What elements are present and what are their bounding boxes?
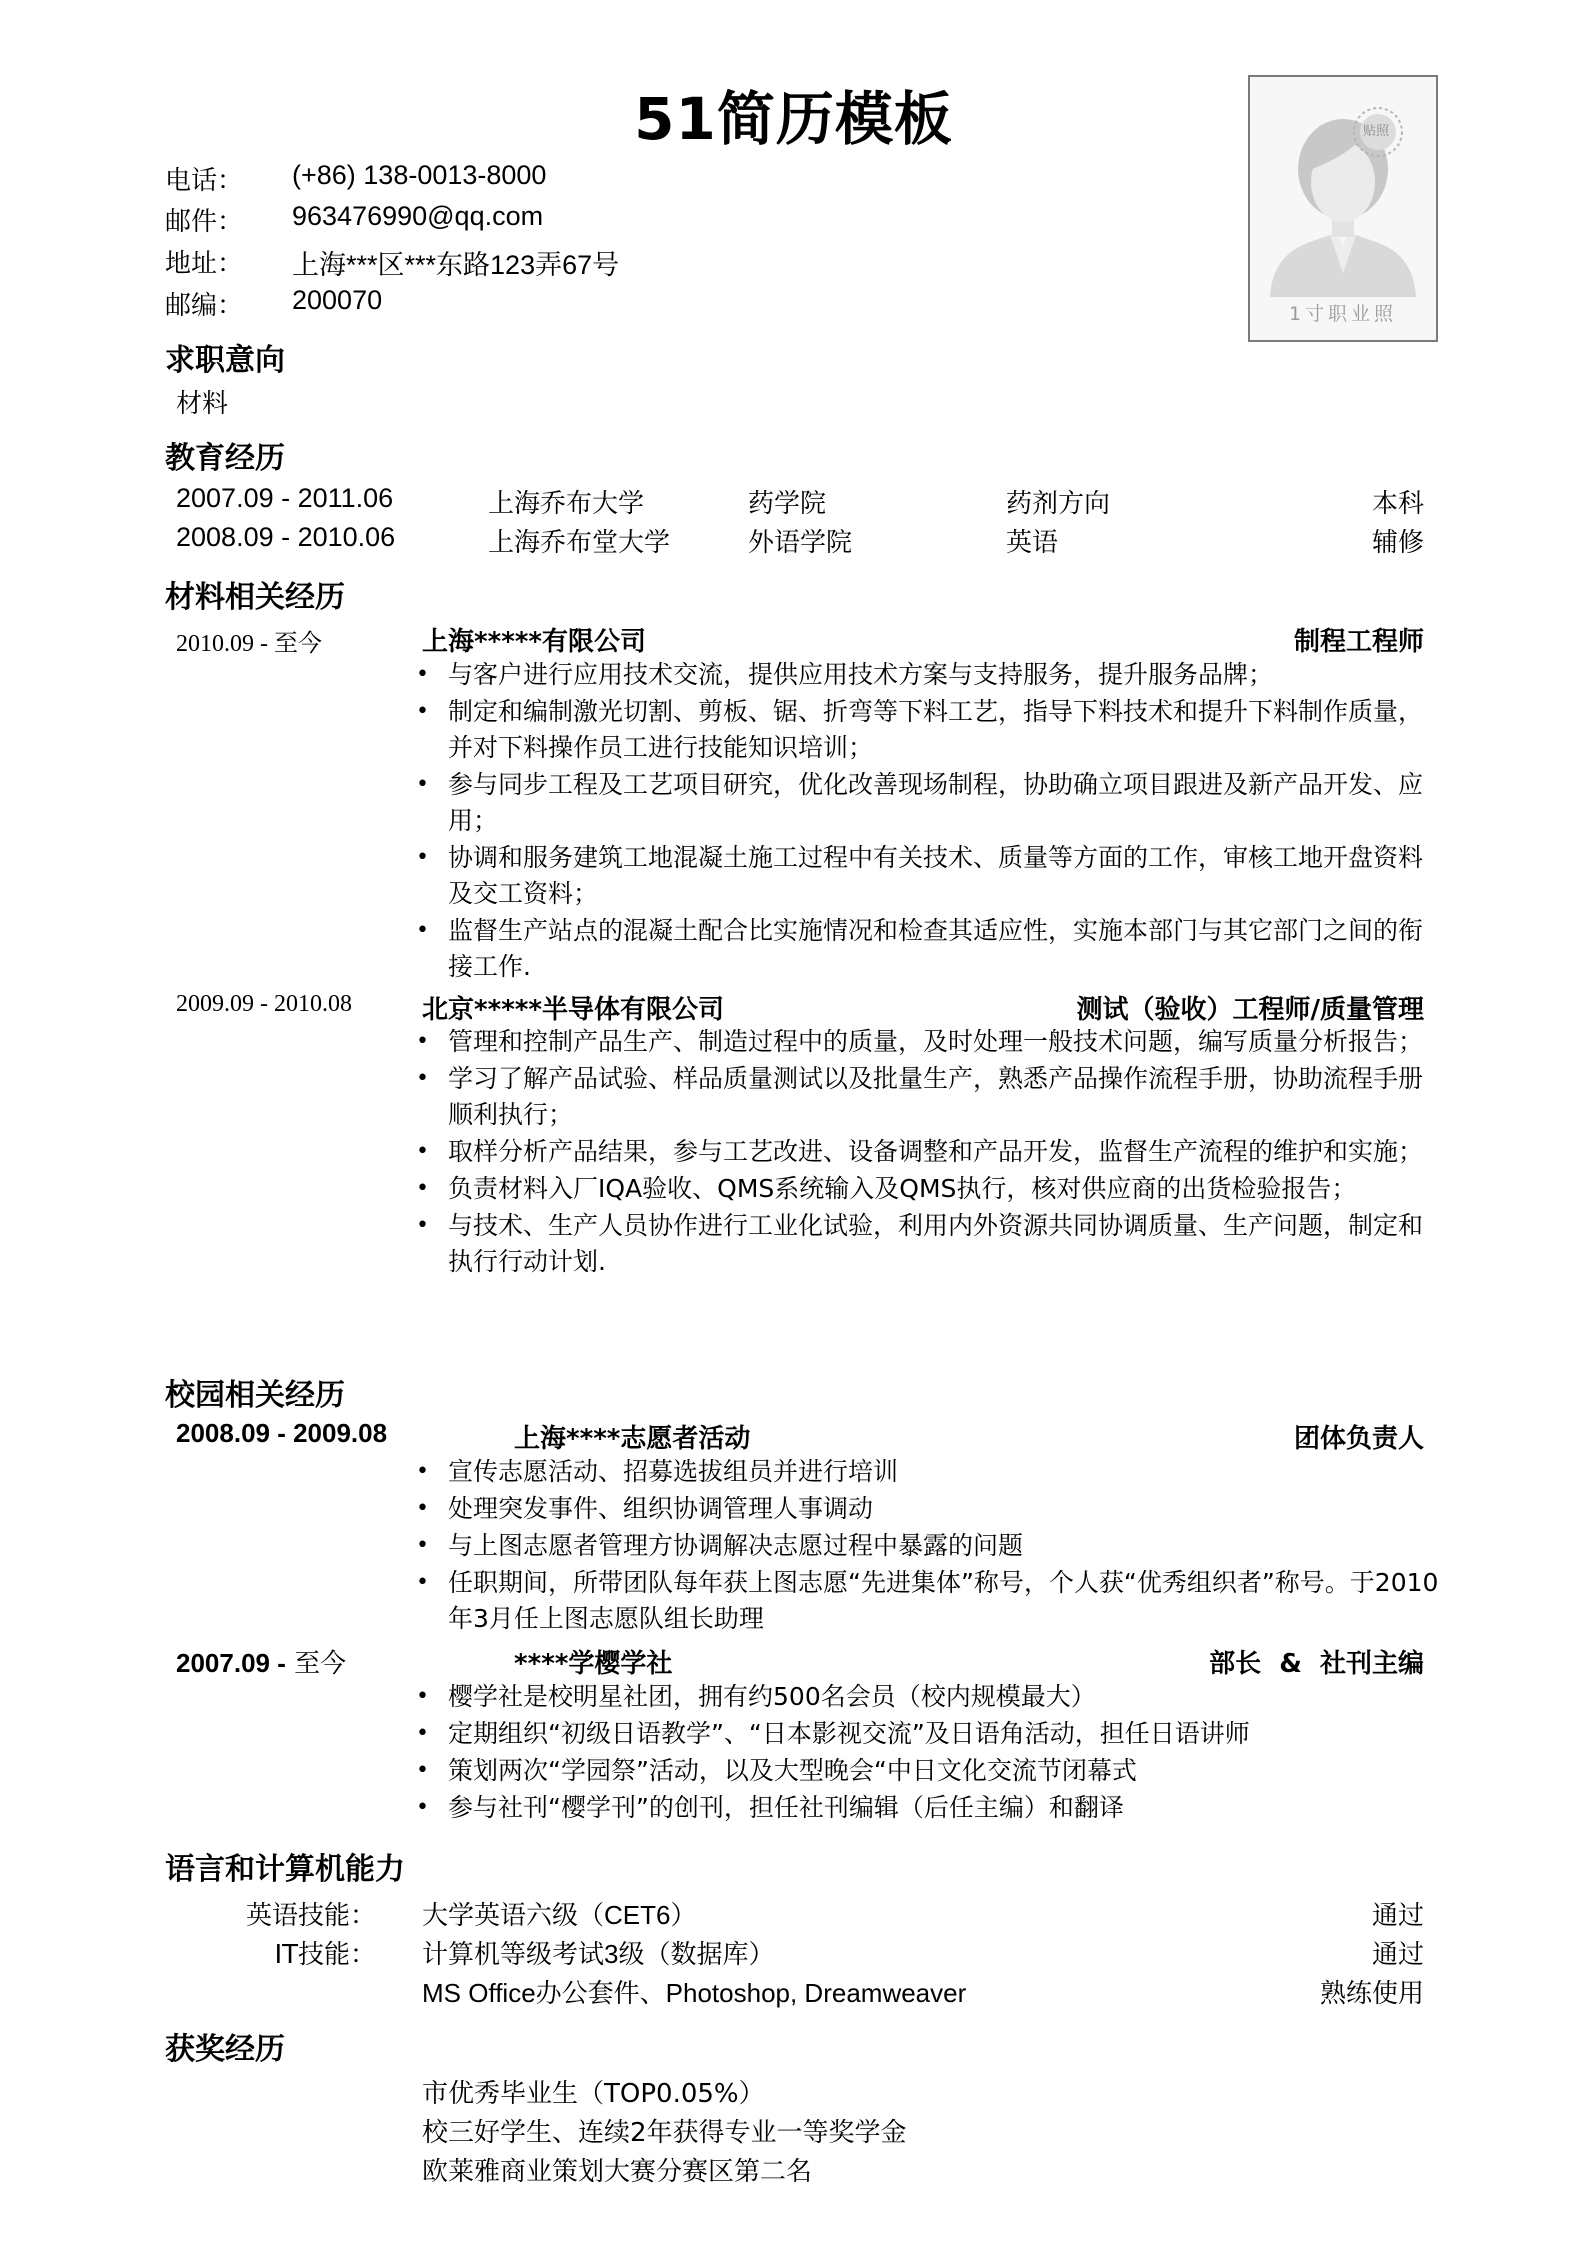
list-item: • 监督生产站点的混凝土配合比实施情况和检查其适应性，实施本部门与其它部门之间的衔接工作. <box>416 913 1440 985</box>
photo-placeholder <box>1248 75 1438 342</box>
objective-value: 材料 <box>176 389 229 419</box>
skill-value: 大学英语六级（CET6） <box>422 1900 697 1930</box>
bullet-dot-icon: • <box>416 1213 429 1238</box>
award-item: 校三好学生、连续2年获得专业一等奖学金 <box>422 2118 907 2148</box>
campus-org: ****学樱学社 <box>514 1649 673 1679</box>
campus-bullet-list <box>416 1454 1440 1638</box>
campus-dates-start: 2007.09 - <box>176 1648 286 1678</box>
list-item: • 学习了解产品试验、样品质量测试以及批量生产，熟悉产品操作流程手册，协助流程手册顺利执行； <box>416 1061 1440 1133</box>
postcode-label: 邮编： <box>165 291 244 321</box>
education-degree: 辅修 <box>1371 528 1424 558</box>
campus-org: 上海****志愿者活动 <box>514 1424 751 1454</box>
list-item: • 参与社刊“樱学刊”的创刊，担任社刊编辑（后任主编）和翻译 <box>416 1790 1440 1826</box>
resume-title: 51简历模板 <box>634 85 953 153</box>
list-item: • 任职期间，所带团队每年获上图志愿“先进集体”称号，个人获“优秀组织者”称号。于2010年3月任上图志愿队组长助理 <box>416 1565 1440 1637</box>
bullet-dot-icon: • <box>416 1176 429 1201</box>
bullet-dot-icon: • <box>416 1533 429 1558</box>
bullet-dot-icon: • <box>416 772 429 797</box>
job-company: 上海*****有限公司 <box>422 627 646 657</box>
education-major: 英语 <box>1006 528 1059 558</box>
bullet-dot-icon: • <box>416 1570 429 1595</box>
photo-caption: 1寸职业照 <box>1288 303 1398 325</box>
list-item: • 参与同步工程及工艺项目研究，优化改善现场制程，协助确立项目跟进及新产品开发、应用； <box>416 767 1440 839</box>
awards-heading: 获奖经历 <box>165 2032 285 2067</box>
photo-stamp-text: 贴照 <box>1363 124 1390 139</box>
list-item: • 策划两次“学园祭”活动，以及大型晚会“中日文化交流节闭幕式 <box>416 1753 1440 1789</box>
award-item: 欧莱雅商业策划大赛分赛区第二名 <box>422 2157 813 2187</box>
job-bullet-list <box>416 657 1440 986</box>
bullet-dot-icon: • <box>416 918 429 943</box>
skills-heading: 语言和计算机能力 <box>165 1852 405 1887</box>
campus-dates <box>176 1643 346 1680</box>
education-dates: 2007.09 - 2011.06 <box>176 483 394 513</box>
education-degree: 本科 <box>1371 489 1424 519</box>
bullet-dot-icon: • <box>416 1139 429 1164</box>
campus-dates-end: 至今 <box>285 1649 347 1679</box>
job-bullet-list <box>416 1024 1440 1281</box>
objective-heading: 求职意向 <box>165 343 285 378</box>
bullet-dot-icon: • <box>416 1721 429 1746</box>
postcode-value: 200070 <box>292 285 383 315</box>
campus-role: 部长 & 社刊主编 <box>1209 1649 1424 1679</box>
skill-level: 熟练使用 <box>1319 1979 1424 2009</box>
education-heading: 教育经历 <box>165 441 285 476</box>
job-role: 测试（验收）工程师/质量管理 <box>1076 995 1424 1025</box>
phone-value: (+86) 138-0013-8000 <box>292 160 547 190</box>
job-dates: 2009.09 - 2010.08 <box>176 991 352 1017</box>
campus-heading: 校园相关经历 <box>165 1378 345 1413</box>
skill-level: 通过 <box>1371 1901 1424 1931</box>
job-dates: 2010.09 - 至今 <box>176 631 322 657</box>
list-item: • 与技术、生产人员协作进行工业化试验，利用内外资源共同协调质量、生产问题，制定和执行行动计划. <box>416 1208 1440 1280</box>
bullet-dot-icon: • <box>416 662 429 687</box>
skill-value: MS Office办公套件、Photoshop, Dreamweaver <box>422 1978 967 2008</box>
list-item: • 管理和控制产品生产、制造过程中的质量，及时处理一般技术问题，编写质量分析报告； <box>416 1024 1440 1060</box>
education-dates: 2008.09 - 2010.06 <box>176 522 396 552</box>
bullet-dot-icon: • <box>416 1066 429 1091</box>
bullet-dot-icon: • <box>416 845 429 870</box>
bullet-dot-icon: • <box>416 1029 429 1054</box>
education-school: 上海乔布大学 <box>488 489 645 519</box>
list-item: • 与上图志愿者管理方协调解决志愿过程中暴露的问题 <box>416 1528 1440 1564</box>
bullet-dot-icon: • <box>416 1684 429 1709</box>
bullet-dot-icon: • <box>416 699 429 724</box>
campus-dates: 2008.09 - 2009.08 <box>176 1418 388 1448</box>
education-major: 药剂方向 <box>1006 489 1111 519</box>
job-role: 制程工程师 <box>1293 627 1424 657</box>
skill-label: IT技能： <box>274 1940 376 1970</box>
list-item: • 与客户进行应用技术交流，提供应用技术方案与支持服务，提升服务品牌； <box>416 657 1440 693</box>
list-item: • 处理突发事件、组织协调管理人事调动 <box>416 1491 1440 1527</box>
list-item: • 协调和服务建筑工地混凝土施工过程中有关技术、质量等方面的工作，审核工地开盘资料及交工资料； <box>416 840 1440 912</box>
campus-role: 团体负责人 <box>1293 1424 1424 1454</box>
list-item: • 制定和编制激光切割、剪板、锯、折弯等下料工艺，指导下料技术和提升下料制作质量，并对下料操作员工进行技能知识培训； <box>416 694 1440 766</box>
education-school: 上海乔布堂大学 <box>488 528 671 558</box>
list-item: • 宣传志愿活动、招募选拔组员并进行培训 <box>416 1454 1440 1490</box>
address-value: 上海***区***东路123弄67号 <box>292 250 620 280</box>
education-college: 外语学院 <box>748 528 853 558</box>
bullet-dot-icon: • <box>416 1459 429 1484</box>
list-item: • 负责材料入厂IQA验收、QMS系统输入及QMS执行，核对供应商的出货检验报告； <box>416 1171 1440 1207</box>
campus-bullet-list <box>416 1679 1440 1827</box>
job-company: 北京*****半导体有限公司 <box>422 995 724 1025</box>
education-college: 药学院 <box>748 489 827 519</box>
list-item: • 樱学社是校明星社团，拥有约500名会员（校内规模最大） <box>416 1679 1440 1715</box>
bullet-dot-icon: • <box>416 1758 429 1783</box>
address-label: 地址： <box>165 249 244 279</box>
award-item: 市优秀毕业生（TOP0.05%） <box>422 2079 765 2109</box>
list-item: • 定期组织“初级日语教学”、“日本影视交流”及日语角活动，担任日语讲师 <box>416 1716 1440 1752</box>
list-item: • 取样分析产品结果，参与工艺改进、设备调整和产品开发，监督生产流程的维护和实施； <box>416 1134 1440 1170</box>
work-heading: 材料相关经历 <box>165 580 345 615</box>
phone-label: 电话： <box>165 166 244 196</box>
bullet-dot-icon: • <box>416 1795 429 1820</box>
skill-level: 通过 <box>1371 1940 1424 1970</box>
bullet-dot-icon: • <box>416 1496 429 1521</box>
email-label: 邮件： <box>165 207 244 237</box>
email-value: 963476990@qq.com <box>292 201 544 231</box>
skill-value: 计算机等级考试3级（数据库） <box>422 1939 775 1969</box>
skill-label: 英语技能： <box>245 1901 376 1931</box>
